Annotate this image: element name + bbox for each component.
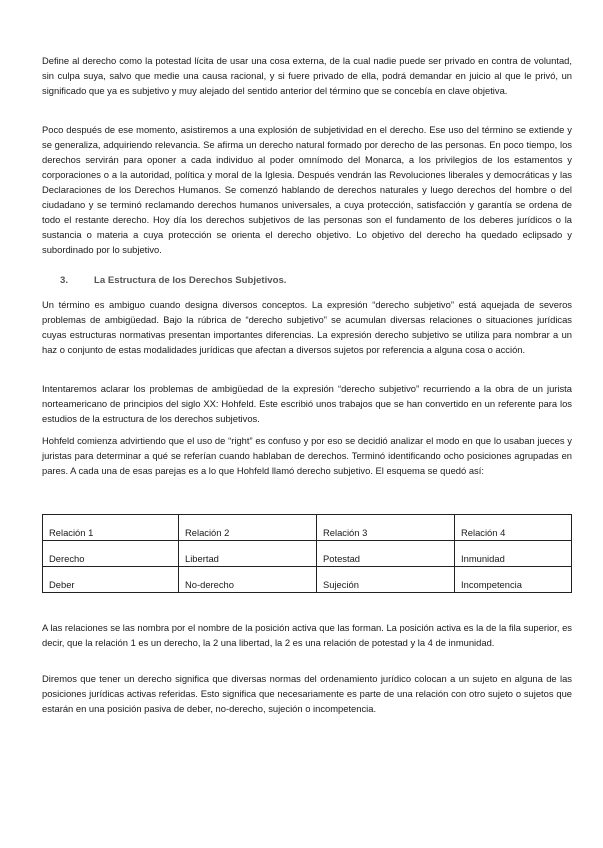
table-cell: Potestad — [317, 541, 455, 567]
table-cell: Relación 1 — [43, 515, 179, 541]
paragraph-subjectivity: Poco después de ese momento, asistiremos a una explosión de subjetividad en el derecho. Ese uso del término se extiende y se generaliza, adquiriendo relevancia. Se afirma un derecho natural formado por derecho de las personas. En poco tiempo, los derechos servirán para oponer a cada individuo al poder omnímodo del Monarca, a los privilegios de los estamentos y corporaciones o a la autoridad, política y moral de la Iglesia. Después vendrán las Revoluciones liberales y democráticas y las Declaraciones de los Derechos Humanos. Se comenzó hablando de derechos naturales y luego derechos del hombre o del ciudadano y se terminó reclamando derechos humanos universales, a cuya protección, satisfacción y garantía se ordena de todo el restante derecho. Hoy día los derechos subjetivos de las personas son el fundamento de los deberes jurídicos o la sustancia o materia a cuya protección se orienta el derecho objetivo. Lo objetivo del derecho ha quedado eclipsado y subordinado por lo subjetivo. — [42, 124, 572, 255]
section-number: 3. — [60, 275, 69, 286]
table-cell: Relación 3 — [317, 515, 455, 541]
relations-table — [42, 514, 572, 593]
section-title: La Estructura de los Derechos Subjetivos. — [94, 275, 287, 286]
table-row — [43, 541, 572, 567]
paragraph-ambiguity: Un término es ambiguo cuando designa diversos conceptos. La expresión “derecho subjetivo” está aquejada de severos problemas de ambigüedad. Bajo la rúbrica de “derecho subjetivo” se acumulan diversas relaciones o situaciones jurídicas cuyas estructuras normativas presentan importantes diferencias. La expresión derecho subjetivo se utiliza para nombrar a un haz o conjunto de estas modalidades jurídicas que afectan a diversos sujetos por referencia a alguna cosa o acción. — [42, 299, 572, 355]
table-cell: Relación 2 — [179, 515, 317, 541]
paragraph-hohfeld-intro: Intentaremos aclarar los problemas de ambigüedad de la expresión “derecho subjetivo” recurriendo a la obra de un jurista norteamericano de principios del siglo XX: Hohfeld. Este escribió unos trabajos que se han convertido en un referente para los estudios de la estructura de los derechos subjetivos. — [42, 383, 572, 424]
table-cell: Libertad — [179, 541, 317, 567]
table-cell: Sujeción — [317, 567, 455, 593]
table-cell: Incompetencia — [455, 567, 572, 593]
table-cell: No-derecho — [179, 567, 317, 593]
paragraph-relations-naming: A las relaciones se las nombra por el nombre de la posición activa que las forman. La posición activa es la de la fila superior, es decir, que la relación 1 es un derecho, la 2 una libertad, la 2 es una relación de potestad y la 4 de inmunidad. — [42, 622, 572, 648]
paragraph-definition: Define al derecho como la potestad lícita de usar una cosa externa, de la cual nadie puede ser privado en contra de voluntad, sin culpa suya, salvo que medie una causa racional, y si fuere privado de ella, podrá demandar en juicio al que le privó, un significado que ya es subjetivo y muy alejado del sentido anterior del término que se concebía en clave objetiva. — [42, 55, 572, 96]
paragraph-hohfeld-scheme: Hohfeld comienza advirtiendo que el uso de “right” es confuso y por eso se decidió analizar el modo en que lo usaban jueces y juristas para determinar a qué se referían cuando hablaban de derechos. Terminó identificando ocho posiciones agrupadas en pares. A cada una de esas parejas es a lo que Hohfeld llamó derecho subjetivo. El esquema se quedó así: — [42, 435, 572, 476]
section-heading — [60, 275, 286, 286]
table-cell: Deber — [43, 567, 179, 593]
table-row — [43, 515, 572, 541]
table-cell: Derecho — [43, 541, 179, 567]
table-row — [43, 567, 572, 593]
paragraph-having-right: Diremos que tener un derecho significa que diversas normas del ordenamiento jurídico colocan a un sujeto en alguna de las posiciones jurídicas activas referidas. Esto significa que necesariamente es parte de una relación con otro sujeto o sujetos que estarán en una posición pasiva de deber, no-derecho, sujeción o incompetencia. — [42, 673, 572, 714]
table-cell: Inmunidad — [455, 541, 572, 567]
table-cell: Relación 4 — [455, 515, 572, 541]
